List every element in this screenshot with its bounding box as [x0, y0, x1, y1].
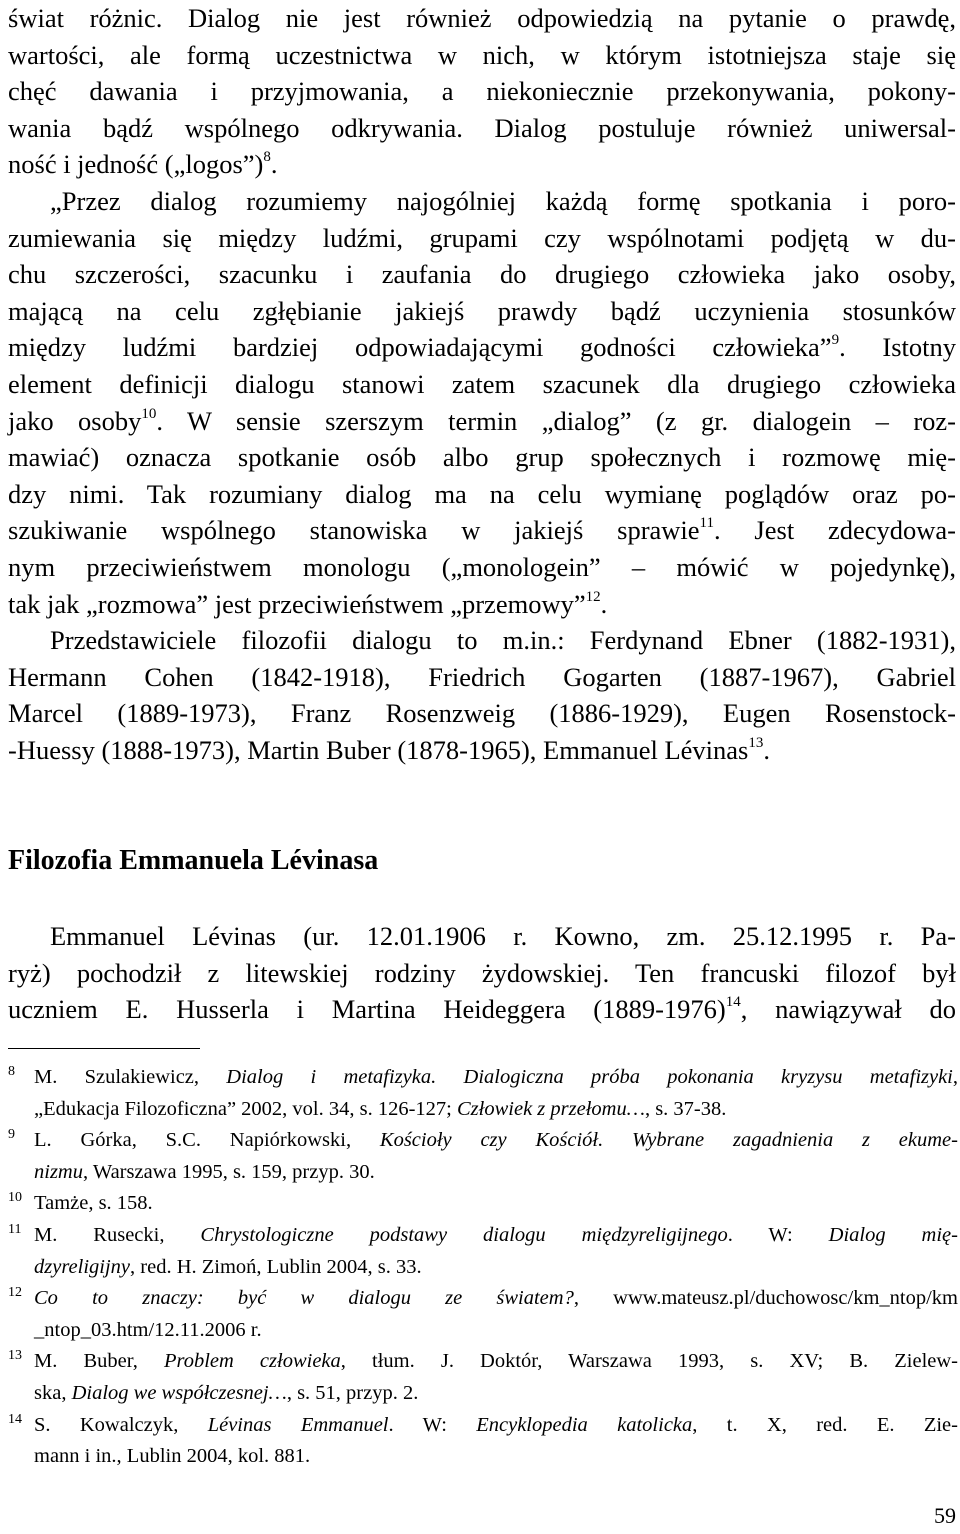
- footnote-8: [8, 1062, 958, 1125]
- text-segment: dzyreligijny: [34, 1255, 131, 1278]
- text-segment: tak jak „rozmowa” jest przeciwieństwem „przemowy”: [8, 588, 586, 619]
- footnote-line: [34, 1220, 958, 1252]
- text-segment: . W sensie szerszym termin „dialog” (z gr. dialogein – roz-: [156, 405, 957, 436]
- text-line: [8, 403, 956, 440]
- text-segment: ność i jedność („logos”): [8, 149, 264, 180]
- text-segment: Chrystologiczne podstawy dialogu międzyreligijnego: [200, 1223, 728, 1246]
- text-line: element definicji dialogu stanowi zatem szacunek dla drugiego człowieka: [8, 368, 956, 399]
- footnote-line: mann i in., Lublin 2004, kol. 881.: [34, 1445, 311, 1468]
- text-segment: Dialog we współczesnej…: [71, 1381, 287, 1404]
- footnote-ref-13: 13: [748, 734, 764, 751]
- text-line: [8, 732, 956, 769]
- text-segment: , Warszawa 1995, s. 159, przyp. 30.: [82, 1160, 375, 1183]
- text-segment: M. Rusecki,: [34, 1223, 201, 1246]
- text-segment: . W:: [388, 1413, 477, 1436]
- text-line: chęć dawania i przyjmowania, a niekoniecznie przekonywania, pokony-: [8, 76, 956, 107]
- footnote-ref-9: 9: [831, 332, 840, 349]
- footnote-number: 10: [8, 1190, 22, 1206]
- footnote-11: [8, 1220, 958, 1283]
- footnote-number: 14: [8, 1411, 22, 1427]
- footnote-12: [8, 1283, 958, 1346]
- text-segment: uczniem E. Husserla i Martina Heideggera (1889-1976): [8, 994, 726, 1025]
- text-segment: .: [270, 149, 278, 180]
- text-segment: , t. X, red. E. Zie-: [692, 1413, 958, 1436]
- footnote-number: 12: [8, 1285, 22, 1301]
- text-line: mającą na celu zgłębianie jakiejś prawdy bądź uczynienia stosunków: [8, 295, 956, 326]
- text-line: Emmanuel Lévinas (ur. 12.01.1906 r. Kowno, zm. 25.12.1995 r. Pa-: [50, 921, 956, 951]
- footnote-line: [34, 1378, 958, 1410]
- text-line: świat różnic. Dialog nie jest również odpowiedzią na pytanie o prawdę,: [8, 3, 956, 33]
- text-segment: ska,: [34, 1381, 72, 1404]
- text-segment: Kościoły czy Kościół. Wybrane zagadnienia z ekume-: [379, 1129, 958, 1152]
- text-segment: .: [763, 734, 770, 765]
- paragraph-philosophers: [8, 622, 956, 768]
- text-segment: Dialog i metafizyka. Dialogiczna próba pokonania kryzysu metafizyki: [226, 1066, 953, 1088]
- footnote-10: [8, 1188, 958, 1220]
- footnote-ref-10: 10: [141, 405, 157, 422]
- text-segment: . Jest zdecydowa-: [714, 515, 956, 546]
- text-segment: Człowiek z przełomu…: [457, 1097, 645, 1120]
- footnote-separator: [8, 1048, 200, 1049]
- paragraph-continuation: [8, 0, 956, 183]
- footnote-9: [8, 1125, 958, 1188]
- text-line: Marcel (1889-1973), Franz Rosenzweig (1886-1929), Eugen Rosenstock-: [8, 698, 956, 729]
- footnote-number: 11: [8, 1221, 22, 1237]
- footnote-line: _ntop_03.htm/12.11.2006 r.: [34, 1318, 262, 1341]
- footnote-14: [8, 1410, 958, 1473]
- text-line: Przedstawiciele filozofii dialogu to m.in.: Ferdynand Ebner (1882-1931),: [50, 625, 956, 655]
- footnote-13: [8, 1346, 958, 1409]
- text-segment: . Istotny: [839, 332, 956, 363]
- footnote-line: Tamże, s. 158.: [34, 1192, 153, 1215]
- text-segment: L. Górka, S.C. Napiórkowski,: [34, 1129, 380, 1152]
- text-line: [8, 586, 956, 623]
- text-segment: S. Kowalczyk,: [34, 1413, 208, 1436]
- paragraph-levinas: [8, 918, 956, 1028]
- text-segment: , nawiązywał do: [740, 994, 956, 1025]
- text-segment: , s. 37-38.: [644, 1097, 727, 1120]
- text-segment: M. Buber,: [34, 1350, 164, 1373]
- footnote-ref-8: 8: [263, 149, 271, 166]
- text-line: zumiewania się między ludźmi, grupami czy wspólnotami podjętą w du-: [8, 222, 956, 253]
- text-segment: , tłum. J. Doktór, Warszawa 1993, s. XV; B. Zielew-: [340, 1350, 958, 1373]
- text-line: [8, 329, 956, 366]
- paragraph-definition: [8, 183, 956, 622]
- text-line: ryż) pochodził z litewskiej rodziny żydowskiej. Ten francuski filozof był: [8, 957, 956, 988]
- footnote-number: 9: [8, 1127, 15, 1143]
- footnotes: [8, 1062, 958, 1473]
- text-line: chu szczerości, szacunku i zaufania do drugiego człowieka jako osoby,: [8, 259, 956, 290]
- text-line: wartości, ale formą uczestnictwa w nich, w którym istotniejsza staje się: [8, 39, 956, 70]
- section-heading: Filozofia Emmanuela Lévinasa: [8, 845, 379, 876]
- footnote-line: [34, 1094, 958, 1126]
- text-segment: ,: [952, 1066, 959, 1088]
- text-line: [8, 991, 956, 1028]
- footnote-line: [34, 1157, 958, 1189]
- footnote-number: 8: [8, 1064, 15, 1079]
- footnote-line: [34, 1125, 958, 1157]
- text-line: Hermann Cohen (1842-1918), Friedrich Gogarten (1887-1967), Gabriel: [8, 661, 956, 692]
- text-segment: . W:: [727, 1223, 829, 1246]
- text-segment: między ludźmi bardziej odpowiadającymi godności człowieka”: [8, 332, 832, 363]
- text-segment: , red. H. Zimoń, Lublin 2004, s. 33.: [130, 1255, 422, 1278]
- text-line: [8, 512, 956, 549]
- text-segment: szukiwanie wspólnego stanowiska w jakiejś sprawie: [8, 515, 700, 546]
- footnote-line: [34, 1252, 958, 1284]
- page-number: 59: [934, 1503, 956, 1528]
- text-segment: Dialog mię-: [828, 1223, 958, 1246]
- text-segment: nizmu: [34, 1160, 83, 1183]
- text-segment: .: [600, 588, 608, 619]
- text-line: mawiać) oznacza spotkanie osób albo grup społecznych i rozmowę mię-: [8, 442, 956, 473]
- text-segment: Co to znaczy: być w dialogu ze światem?: [34, 1287, 574, 1310]
- text-segment: , s. 51, przyp. 2.: [286, 1381, 419, 1404]
- text-segment: Problem człowieka: [163, 1350, 341, 1373]
- text-line: wania bądź wspólnego odkrywania. Dialog postuluje również uniwersal-: [8, 112, 956, 143]
- footnote-line: [34, 1346, 958, 1378]
- text-segment: Encyklopedia katolicka: [476, 1413, 693, 1436]
- text-segment: , www.mateusz.pl/duchowosc/km_ntop/km: [573, 1287, 958, 1310]
- footnote-line: [34, 1410, 958, 1442]
- footnote-number: 13: [8, 1348, 22, 1364]
- footnote-ref-14: 14: [725, 994, 741, 1011]
- footnote-ref-12: 12: [585, 588, 601, 605]
- text-line: „Przez dialog rozumiemy najogólniej każdą formę spotkania i poro-: [50, 186, 956, 216]
- text-segment: -Huessy (1888-1973), Martin Buber (1878-1965), Emmanuel Lévinas: [8, 734, 749, 765]
- text-segment: M. Szulakiewicz,: [34, 1066, 227, 1088]
- footnote-ref-11: 11: [699, 515, 714, 532]
- text-segment: „Edukacja Filozoficzna” 2002, vol. 34, s. 126-127;: [34, 1097, 457, 1120]
- text-line: [8, 146, 956, 183]
- text-segment: jako osoby: [8, 405, 142, 436]
- text-line: dzy nimi. Tak rozumiany dialog ma na celu wymianę poglądów oraz po-: [8, 478, 956, 509]
- text-segment: Lévinas Emmanuel: [207, 1413, 389, 1436]
- footnote-line: [34, 1283, 958, 1315]
- footnote-line: [34, 1062, 958, 1094]
- text-line: nym przeciwieństwem monologu („monologein” – mówić w pojedynkę),: [8, 551, 956, 582]
